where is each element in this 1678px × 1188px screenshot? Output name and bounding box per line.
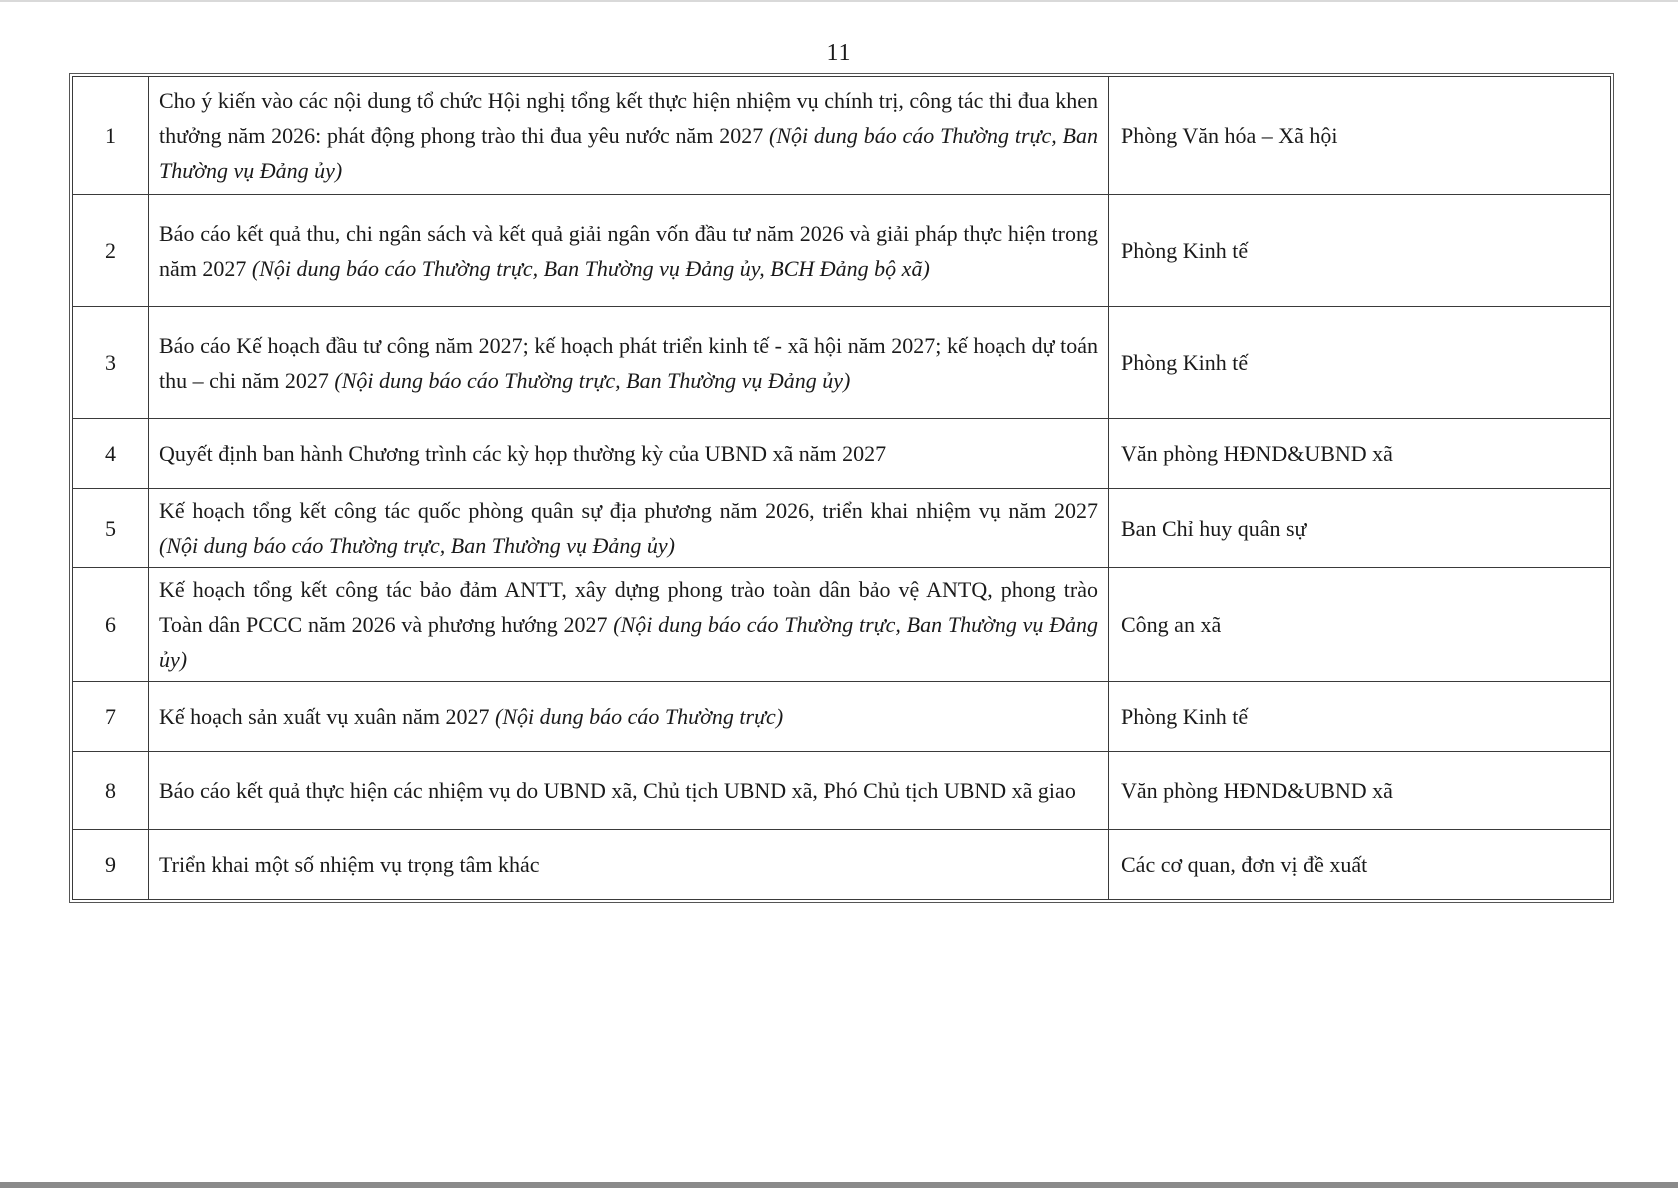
row-number: 9 — [73, 830, 149, 900]
scan-top-edge — [0, 0, 1678, 2]
task-text: Kế hoạch tổng kết công tác quốc phòng quân sự địa phương năm 2026, triển khai nhiệm vụ năm 2027 — [159, 498, 1098, 523]
task-cell — [149, 682, 1109, 752]
task-table — [72, 76, 1611, 900]
task-text: Báo cáo kết quả thu, chi ngân sách và kết quả giải ngân vốn đầu tư năm 2026 và giải pháp thực hiện trong năm 2027 — [159, 220, 1098, 281]
row-number: 4 — [73, 419, 149, 489]
row-number: 8 — [73, 752, 149, 830]
responsible-unit: Văn phòng HĐND&UBND xã — [1109, 419, 1611, 489]
task-text: Triển khai một số nhiệm vụ trọng tâm khác — [159, 852, 540, 877]
table-row — [73, 307, 1611, 419]
responsible-unit: Văn phòng HĐND&UBND xã — [1109, 752, 1611, 830]
table-row — [73, 830, 1611, 900]
task-cell — [149, 195, 1109, 307]
responsible-unit: Các cơ quan, đơn vị đề xuất — [1109, 830, 1611, 900]
responsible-unit: Phòng Kinh tế — [1109, 195, 1611, 307]
row-number: 1 — [73, 77, 149, 195]
row-number: 3 — [73, 307, 149, 419]
responsible-unit: Phòng Kinh tế — [1109, 682, 1611, 752]
responsible-unit: Phòng Kinh tế — [1109, 307, 1611, 419]
responsible-unit: Phòng Văn hóa – Xã hội — [1109, 77, 1611, 195]
row-number: 7 — [73, 682, 149, 752]
task-cell — [149, 830, 1109, 900]
task-note: (Nội dung báo cáo Thường trực, Ban Thường vụ Đảng ủy) — [159, 533, 675, 558]
task-note: (Nội dung báo cáo Thường trực, Ban Thường vụ Đảng ủy, BCH Đảng bộ xã) — [251, 255, 930, 281]
task-cell — [149, 489, 1109, 568]
row-number: 2 — [73, 195, 149, 307]
task-note: (Nội dung báo cáo Thường trực) — [495, 704, 784, 729]
responsible-unit: Công an xã — [1109, 568, 1611, 682]
task-text: Báo cáo kết quả thực hiện các nhiệm vụ do UBND xã, Chủ tịch UBND xã, Phó Chủ tịch UBND xã giao — [159, 778, 1076, 803]
task-text: Quyết định ban hành Chương trình các kỳ họp thường kỳ của UBND xã năm 2027 — [159, 441, 887, 466]
table-row — [73, 752, 1611, 830]
table-row — [73, 419, 1611, 489]
task-text: Kế hoạch sản xuất vụ xuân năm 2027 — [159, 704, 490, 729]
task-cell — [149, 77, 1109, 195]
row-number: 6 — [73, 568, 149, 682]
table-row — [73, 682, 1611, 752]
task-text: Báo cáo Kế hoạch đầu tư công năm 2027; kế hoạch phát triển kinh tế - xã hội năm 2027; kế hoạch dự toán thu – chi năm 2027 — [159, 332, 1098, 393]
task-note: (Nội dung báo cáo Thường trực, Ban Thường vụ Đảng ủy) — [334, 367, 851, 393]
row-number: 5 — [73, 489, 149, 568]
scan-bottom-edge — [0, 1182, 1678, 1188]
responsible-unit: Ban Chỉ huy quân sự — [1109, 489, 1611, 568]
table-row — [73, 195, 1611, 307]
task-text: Cho ý kiến vào các nội dung tổ chức Hội nghị tổng kết thực hiện nhiệm vụ chính trị, công tác thi đua khen thưởng năm 2026: phát động phong trào thi đua yêu nước năm 2027 — [159, 88, 1098, 148]
task-cell — [149, 568, 1109, 682]
task-cell — [149, 307, 1109, 419]
task-note: (Nội dung báo cáo Thường trực, Ban Thường vụ Đảng ủy) — [159, 612, 1098, 672]
task-cell — [149, 419, 1109, 489]
table-row — [73, 77, 1611, 195]
task-cell — [149, 752, 1109, 830]
table-row — [73, 489, 1611, 568]
task-note: (Nội dung báo cáo Thường trực, Ban Thường vụ Đảng ủy) — [159, 123, 1099, 183]
table-row — [73, 568, 1611, 682]
task-text: Kế hoạch tổng kết công tác bảo đảm ANTT, xây dựng phong trào toàn dân bảo vệ ANTQ, phong trào Toàn dân PCCC năm 2026 và phương hướng 2027 — [159, 577, 1098, 637]
page-number: 11 — [826, 40, 852, 66]
